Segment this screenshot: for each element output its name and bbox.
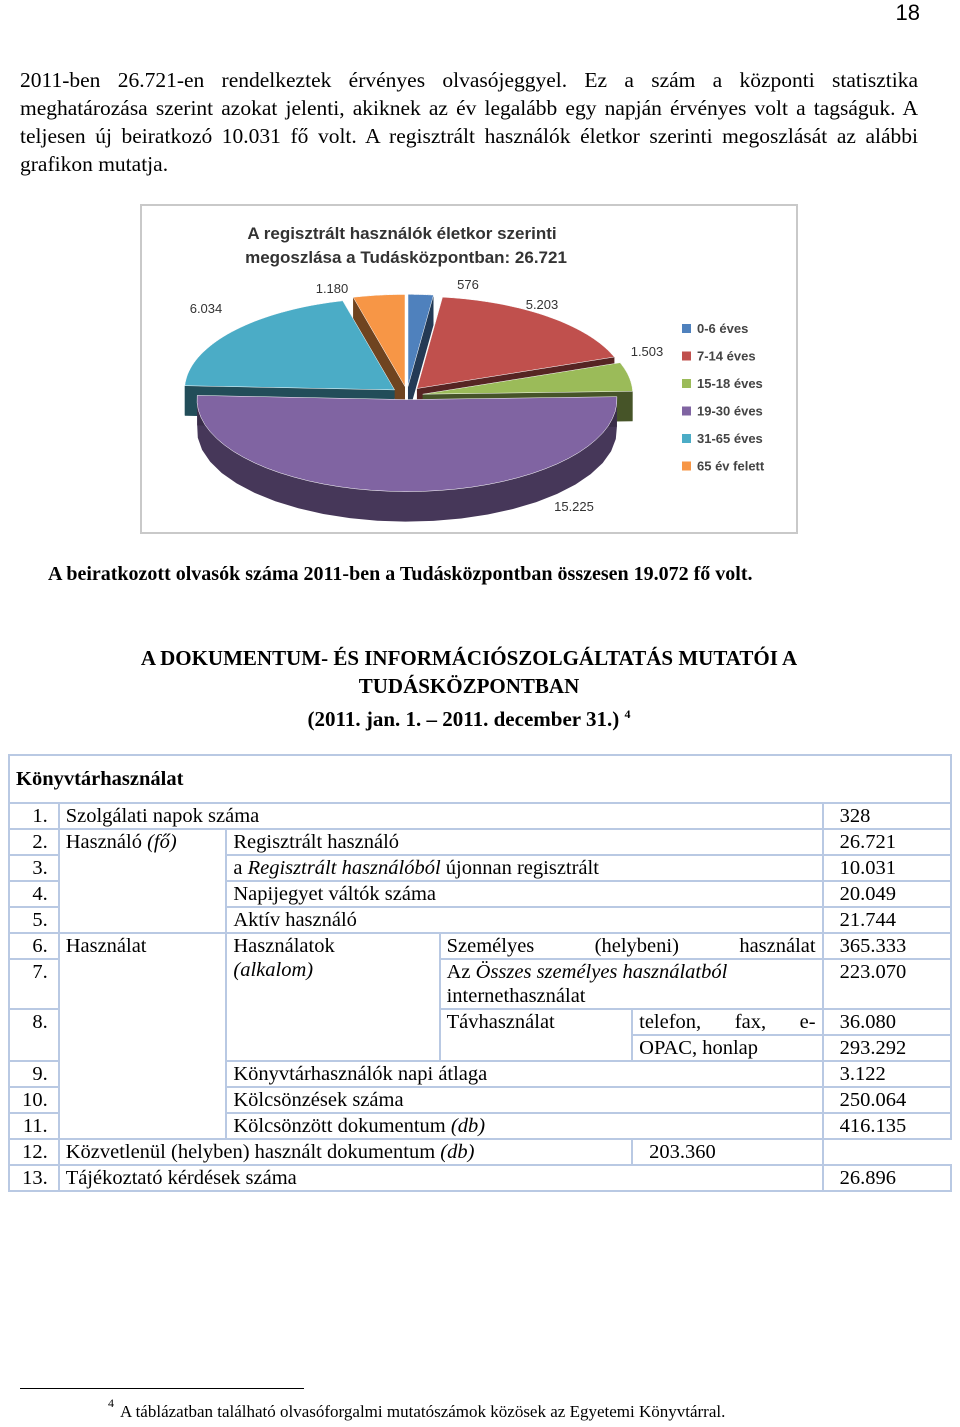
row-label bbox=[226, 1113, 822, 1139]
row-number: 10. bbox=[9, 1087, 59, 1113]
table-row bbox=[9, 1165, 951, 1191]
row-sublabel: telefon, fax, e- bbox=[632, 1009, 822, 1035]
section-heading-period: (2011. jan. 1. – 2011. december 31.) bbox=[307, 707, 620, 731]
row-label: Tájékoztató kérdések száma bbox=[59, 1165, 823, 1191]
group-user bbox=[59, 829, 227, 933]
row-value: 328 bbox=[823, 803, 951, 829]
footnote bbox=[108, 1396, 725, 1422]
row-value: 36.080 bbox=[823, 1009, 951, 1035]
row-value: 203.360 bbox=[632, 1139, 822, 1165]
legend-entry: 0-6 éves bbox=[697, 321, 749, 336]
footnote-separator bbox=[20, 1388, 304, 1389]
row-number: 2. bbox=[9, 829, 59, 855]
row-label: Napijegyet váltók száma bbox=[226, 881, 822, 907]
row-label-part: Közvetlenül (helyben) használt dokumentum bbox=[65, 1141, 436, 1163]
row-number: 12. bbox=[9, 1139, 59, 1165]
legend-entry: 65 év felett bbox=[697, 458, 765, 474]
row-label: Kölcsönzések száma bbox=[226, 1087, 822, 1113]
row-label: Könyvtárhasználók napi átlaga bbox=[226, 1061, 822, 1087]
pie-chart-svg bbox=[142, 206, 796, 532]
subgroup-usages-label: Használatok bbox=[233, 935, 335, 957]
table-row bbox=[9, 1139, 951, 1165]
row-number: 5. bbox=[9, 907, 59, 933]
section-heading-line2: TUDÁSKÖZPONTBAN bbox=[358, 674, 580, 698]
group-user-unit: (fő) bbox=[147, 831, 177, 853]
section-heading-line3 bbox=[80, 700, 858, 733]
row-label-italic: Regisztrált használóból bbox=[247, 857, 441, 879]
row-number: 8. bbox=[9, 1009, 59, 1061]
row-value: 250.064 bbox=[823, 1087, 951, 1113]
library-usage-table bbox=[8, 754, 952, 1192]
pie-value-label: 6.034 bbox=[189, 301, 223, 316]
row-label: Távhasználat bbox=[440, 1009, 633, 1061]
row-value: 21.744 bbox=[823, 907, 951, 933]
row-number: 13. bbox=[9, 1165, 59, 1191]
row-label-part: Kölcsönzött dokumentum bbox=[233, 1115, 446, 1137]
legend-entry: 31-65 éves bbox=[697, 431, 763, 446]
row-number: 3. bbox=[9, 855, 59, 881]
page-number: 18 bbox=[895, 0, 920, 25]
chart-title-line2: megoszlása a Tudásközpontban: 26.721 bbox=[245, 248, 567, 267]
section-heading-line1: A DOKUMENTUM- ÉS INFORMÁCIÓSZOLGÁLTATÁS MUTATÓI A bbox=[140, 646, 798, 670]
legend-entry: 7-14 éves bbox=[697, 348, 756, 364]
row-number: 9. bbox=[9, 1061, 59, 1087]
row-number: 1. bbox=[9, 803, 59, 829]
pie-value-label: 15.225 bbox=[554, 499, 594, 514]
row-number: 4. bbox=[9, 881, 59, 907]
legend-entry: 15-18 éves bbox=[697, 376, 763, 391]
footnote-text: A táblázatban található olvasóforgalmi mutatószámok közösek az Egyetemi Könyvtárral. bbox=[120, 1402, 726, 1421]
legend-entry: 19-30 éves bbox=[697, 403, 763, 419]
legend-swatch bbox=[682, 324, 691, 333]
legend-swatch bbox=[682, 434, 691, 443]
group-usage: Használat bbox=[59, 933, 227, 1139]
legend-swatch bbox=[682, 352, 691, 361]
subgroup-usages bbox=[226, 933, 439, 1061]
row-label bbox=[59, 1139, 632, 1165]
row-value: 10.031 bbox=[823, 855, 951, 881]
row-value: 293.292 bbox=[823, 1035, 951, 1061]
row-value: 26.896 bbox=[823, 1165, 951, 1191]
row-label-part: Az bbox=[446, 961, 471, 983]
footnote-reference: 4 bbox=[624, 707, 631, 721]
row-number: 6. bbox=[9, 933, 59, 959]
row-label-italic: (db) bbox=[440, 1141, 475, 1163]
intro-paragraph: 2011-ben 26.721-en rendelkeztek érvényes olvasójeggyel. Ez a szám a központi statisztika meghatározása szerint azokat jelenti, akiknek az év legalább egy napján érvényes volt a tagságuk. A teljesen új beiratkozó 10.031 fő volt. A regisztrált használók életkor szerinti megoszlását az alábbi grafikon mutatja. bbox=[20, 68, 918, 176]
row-value: 416.135 bbox=[823, 1113, 951, 1139]
row-sublabel: OPAC, honlap bbox=[632, 1035, 822, 1061]
chart-title-line1: A regisztrált használók életkor szerinti bbox=[247, 224, 557, 243]
row-label: Személyes (helybeni) használat bbox=[440, 933, 823, 959]
enrolled-readers-summary: A beiratkozott olvasók száma 2011-ben a Tudásközpontban összesen 19.072 fő volt. bbox=[48, 563, 753, 585]
row-value: 3.122 bbox=[823, 1061, 951, 1087]
section-heading bbox=[80, 644, 858, 733]
pie-value-label: 576 bbox=[457, 277, 479, 292]
row-label: Aktív használó bbox=[226, 907, 822, 933]
pie-value-label: 1.503 bbox=[630, 344, 664, 359]
row-label-italic: (db) bbox=[450, 1115, 486, 1137]
row-value: 20.049 bbox=[823, 881, 951, 907]
pie-value-label: 1.180 bbox=[315, 281, 349, 296]
row-label-part: internethasználat bbox=[446, 985, 586, 1007]
footnote-mark: 4 bbox=[108, 1396, 114, 1410]
group-user-label: Használó bbox=[65, 831, 142, 853]
row-value: 365.333 bbox=[823, 933, 951, 959]
legend-swatch bbox=[682, 379, 691, 388]
age-distribution-chart bbox=[140, 204, 798, 534]
chart-legend bbox=[682, 321, 765, 474]
table-row bbox=[9, 829, 951, 855]
row-label: Szolgálati napok száma bbox=[59, 803, 823, 829]
row-label-part: a bbox=[233, 857, 243, 879]
legend-swatch bbox=[682, 462, 691, 471]
table-row bbox=[9, 803, 951, 829]
row-label bbox=[226, 855, 822, 881]
table-header-row bbox=[9, 755, 951, 803]
row-label: Regisztrált használó bbox=[226, 829, 822, 855]
subgroup-usages-unit: (alkalom) bbox=[233, 959, 314, 981]
row-value: 223.070 bbox=[823, 959, 951, 1009]
row-number: 7. bbox=[9, 959, 59, 1009]
row-number: 11. bbox=[9, 1113, 59, 1139]
pie-value-label: 5.203 bbox=[525, 297, 559, 312]
row-value: 26.721 bbox=[823, 829, 951, 855]
row-label-part: újonnan regisztrált bbox=[445, 857, 599, 879]
row-label-italic: Összes személyes használatból bbox=[475, 961, 728, 983]
row-label bbox=[440, 959, 823, 1009]
legend-swatch bbox=[682, 407, 691, 416]
table-header: Könyvtárhasználat bbox=[9, 755, 951, 803]
table-row bbox=[9, 933, 951, 959]
